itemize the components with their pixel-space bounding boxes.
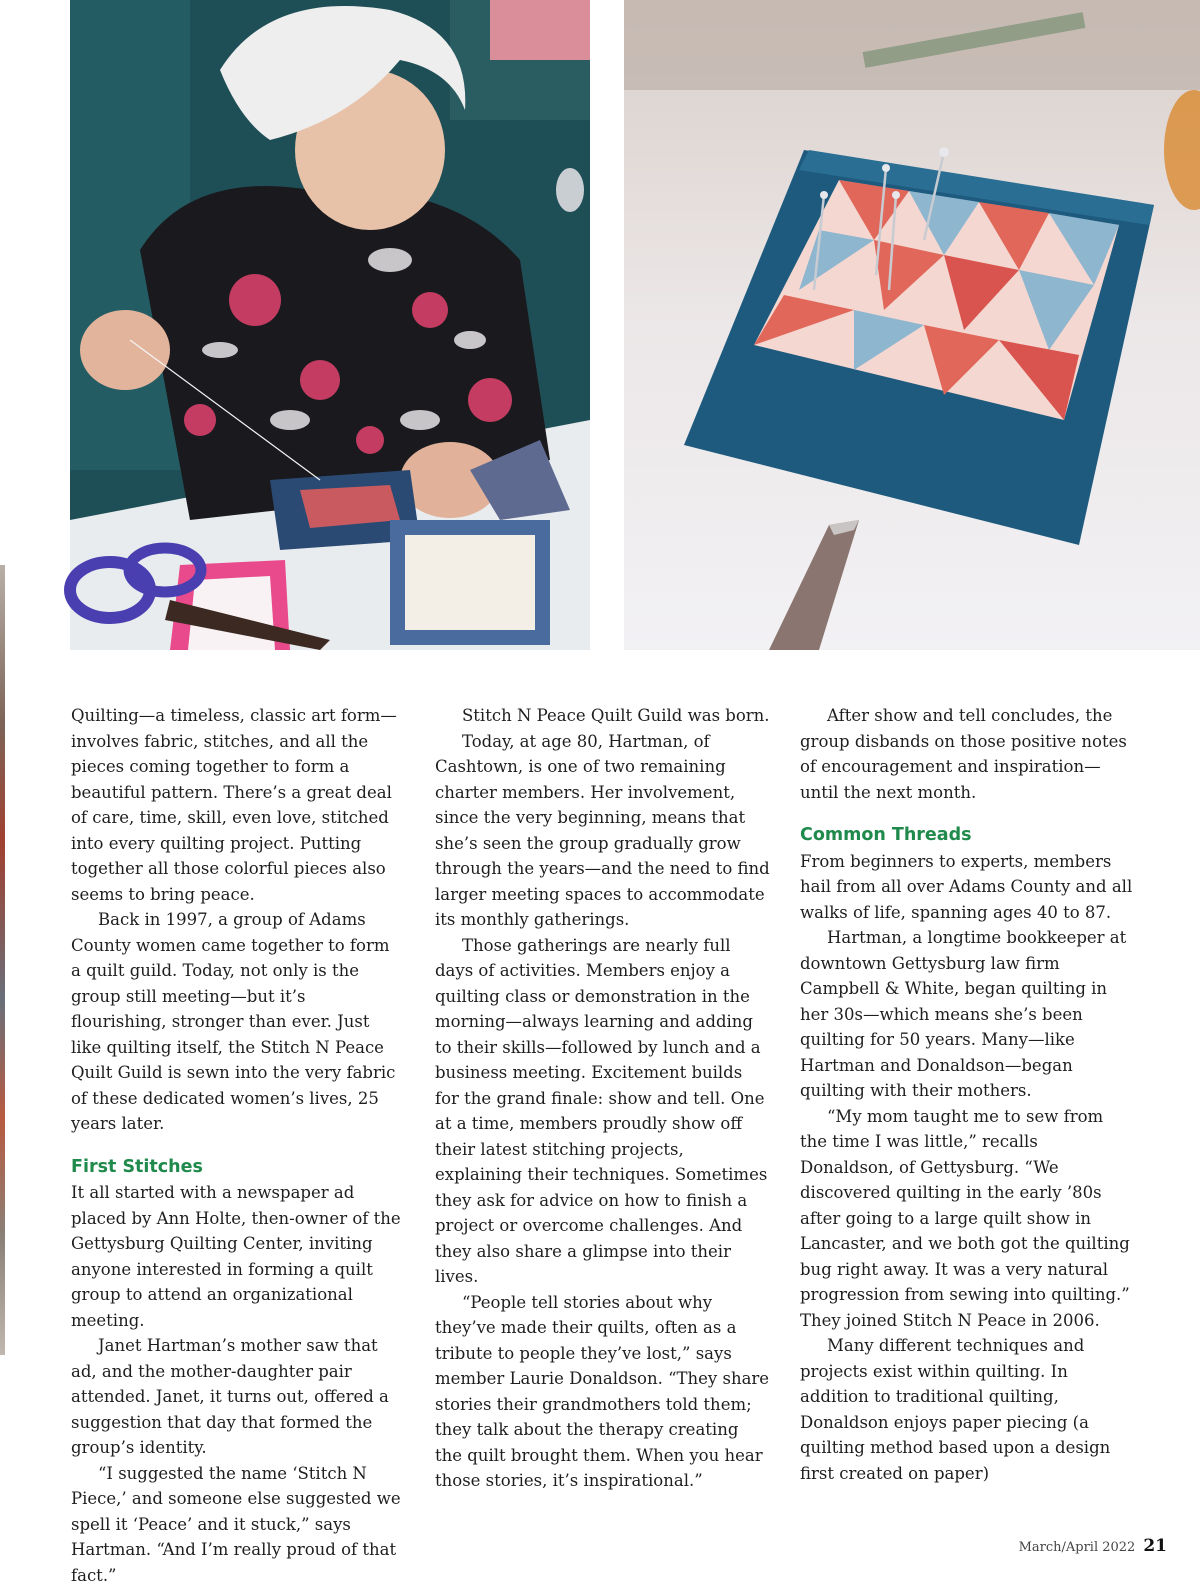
body-paragraph: Stitch N Peace Quilt Guild was born. (435, 703, 770, 729)
section-heading-first-stitches: First Stitches (71, 1155, 401, 1181)
article-column-2 (435, 703, 770, 1494)
article-column-3 (800, 703, 1135, 1486)
body-paragraph: After show and tell concludes, the group disbands on those positive notes of encouragement and inspiration—until the next month. (800, 703, 1135, 805)
body-paragraph: It all started with a newspaper ad placed by Ann Holte, then-owner of the Gettysburg Quilting Center, inviting anyone interested in forming a quilt group to attend an organizational meeting. (71, 1180, 401, 1333)
body-paragraph: Today, at age 80, Hartman, of Cashtown, is one of two remaining charter members. Her involvement, since the very beginning, means that she’s seen the group gradually grow through the years—and the need to find larger meeting spaces to accommodate its monthly gatherings. (435, 729, 770, 933)
body-paragraph: “I suggested the name ‘Stitch N Piece,’ and someone else suggested we spell it ‘Peace’ and it stuck,” says Hartman. “And I’m really proud of that fact.” (71, 1461, 401, 1588)
article-column-1 (71, 703, 401, 1588)
body-paragraph: From beginners to experts, members hail from all over Adams County and all walks of life, spanning ages 40 to 87. (800, 849, 1135, 926)
page-footer (1019, 1536, 1167, 1556)
photo-quilted-pincushion (624, 0, 1200, 650)
body-paragraph: Back in 1997, a group of Adams County women came together to form a quilt guild. Today, not only is the group still meeting—but it’s flourishing, stronger than ever. Just like quilting itself, the Stitch N Peace Quilt Guild is sewn into the very fabric of these dedicated women’s lives, 25 years later. (71, 907, 401, 1137)
intro-paragraph: Quilting—a timeless, classic art form—involves fabric, stitches, and all the pieces coming together to form a beautiful pattern. There’s a great deal of care, time, skill, even love, stitched into every quilting project. Putting together all those colorful pieces also seems to bring peace. (71, 703, 401, 907)
body-paragraph: “My mom taught me to sew from the time I was little,” recalls Donaldson, of Gettysburg. “We discovered quilting in the early ’80s after going to a large quilt show in Lancaster, and we both got the quilting bug right away. It was a very natural progression from sewing into quilting.” They joined Stitch N Peace in 2006. (800, 1104, 1135, 1334)
body-paragraph: Hartman, a longtime bookkeeper at downtown Gettysburg law firm Campbell & White, began quilting in her 30s—which means she’s been quilting for 50 years. Many—like Hartman and Donaldson—began quilting with their mothers. (800, 925, 1135, 1104)
photo-woman-quilting (70, 0, 590, 650)
issue-date: March/April 2022 (1019, 1540, 1136, 1555)
body-paragraph: Janet Hartman’s mother saw that ad, and the mother-daughter pair attended. Janet, it turns out, offered a suggestion that day that formed the group’s identity. (71, 1333, 401, 1461)
body-paragraph: “People tell stories about why they’ve made their quilts, often as a tribute to people they’ve lost,” says member Laurie Donaldson. “They share stories their grandmothers told them; they talk about the therapy creating the quilt brought them. When you hear those stories, it’s inspirational.” (435, 1290, 770, 1494)
body-paragraph: Many different techniques and projects exist within quilting. In addition to traditional quilting, Donaldson enjoys paper piecing (a quilting method based upon a design first created on paper) (800, 1333, 1135, 1486)
section-heading-common-threads: Common Threads (800, 823, 1135, 849)
adjacent-page-edge (0, 565, 5, 1355)
page-number: 21 (1143, 1536, 1167, 1556)
body-paragraph: Those gatherings are nearly full days of activities. Members enjoy a quilting class or demonstration in the morning—always learning and adding to their skills—followed by lunch and a business meeting. Excitement builds for the grand finale: show and tell. One at a time, members proudly show off their latest stitching projects, explaining their techniques. Sometimes they ask for advice on how to finish a project or overcome challenges. And they also share a glimpse into their lives. (435, 933, 770, 1290)
